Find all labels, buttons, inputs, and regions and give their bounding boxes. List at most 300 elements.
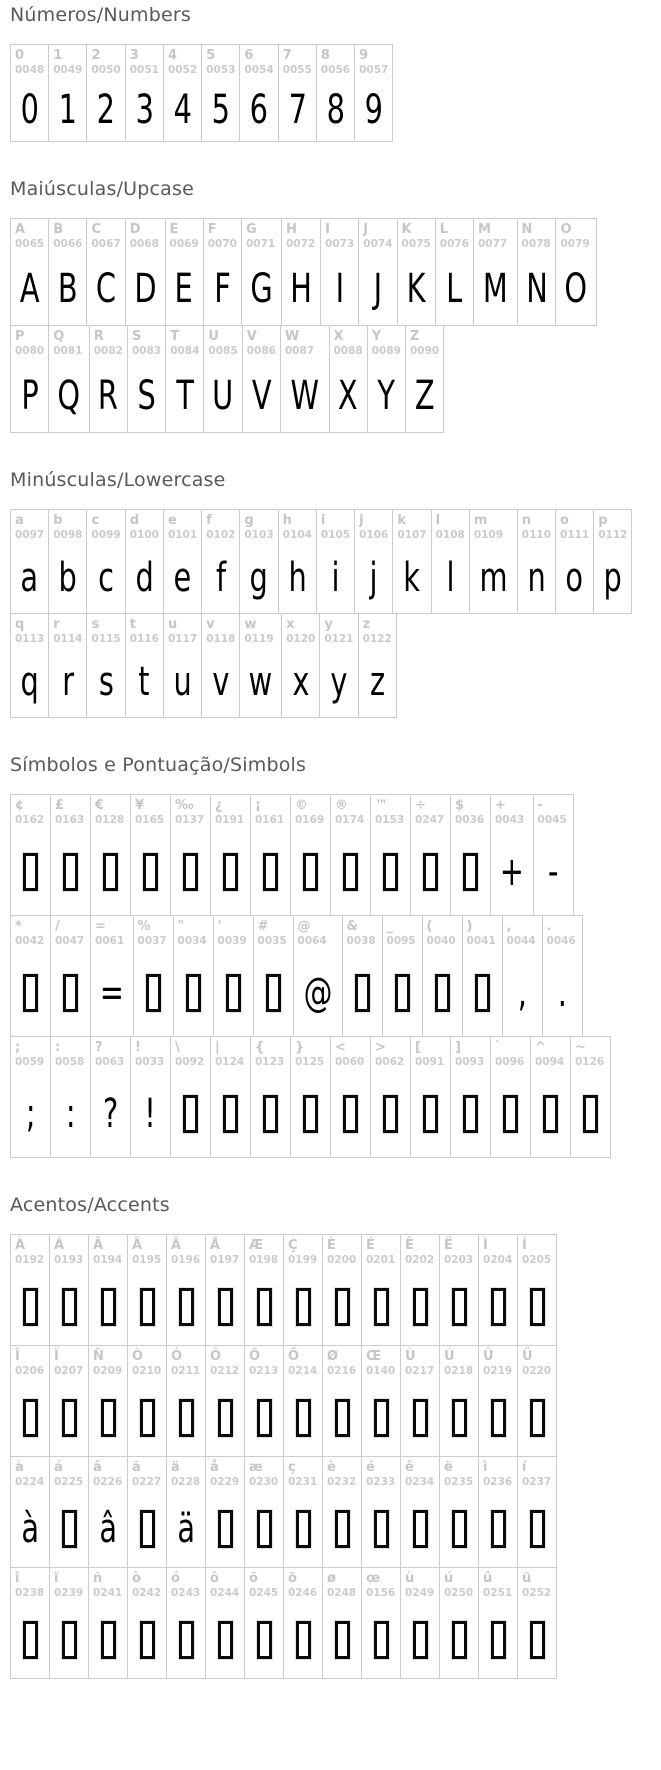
glyph-preview-area — [415, 826, 446, 909]
reference-char-label: & — [346, 919, 358, 934]
glyph-preview-area — [285, 357, 325, 426]
glyph-preview-area — [372, 357, 401, 426]
reference-char-label: 2 — [91, 48, 101, 63]
unicode-code-label: 0116 — [129, 632, 159, 645]
glyph-cell — [165, 218, 204, 326]
unicode-code-label: 0034 — [177, 934, 207, 947]
glyph-cell-header — [135, 1040, 166, 1068]
unicode-code-label: 0219 — [483, 1364, 513, 1377]
glyph-preview: s — [98, 659, 114, 706]
unicode-code-label: 0114 — [53, 632, 83, 645]
glyph-cell — [405, 325, 444, 433]
glyph-cell — [278, 44, 317, 142]
unicode-code-label: 0236 — [483, 1475, 513, 1488]
glyph-cell-header — [210, 1571, 240, 1599]
glyph-cell-header — [387, 919, 418, 947]
glyph-preview-area — [208, 357, 237, 426]
glyph-preview-area — [15, 1599, 45, 1672]
unicode-code-label: 0204 — [483, 1253, 513, 1266]
reference-char-label: û — [483, 1571, 493, 1586]
notdef-glyph-box — [257, 1399, 272, 1437]
glyph-cell — [400, 1345, 440, 1457]
glyph-cell-header — [483, 1349, 513, 1377]
reference-char-label: ç — [288, 1460, 296, 1475]
glyph-cell — [439, 1234, 479, 1346]
glyph-preview-area — [598, 541, 627, 607]
glyph-preview-area — [283, 541, 312, 607]
unicode-code-label: 0099 — [91, 528, 121, 541]
unicode-code-label: 0247 — [415, 813, 445, 826]
glyph-cell-header — [132, 1460, 162, 1488]
reference-char-label: ' — [217, 919, 222, 934]
unicode-code-label: 0250 — [444, 1586, 474, 1599]
glyph-preview-area — [366, 1377, 396, 1450]
unicode-code-label: 0078 — [521, 237, 551, 250]
glyph-preview-area — [483, 1599, 513, 1672]
reference-char-label: ô — [210, 1571, 219, 1586]
glyph-cell-header — [347, 919, 378, 947]
glyph-preview: G — [250, 265, 273, 312]
glyph-preview-area — [206, 645, 235, 711]
glyph-cell-header — [54, 1571, 84, 1599]
glyph-cell — [361, 1567, 401, 1679]
glyph-cell — [133, 915, 174, 1037]
notdef-glyph-box — [223, 1095, 238, 1133]
glyph-preview: T — [175, 372, 194, 419]
glyph-cell — [130, 1036, 171, 1158]
unicode-code-label: 0052 — [167, 63, 198, 76]
glyph-preview-area — [397, 541, 426, 607]
glyph-cell — [10, 218, 49, 326]
reference-char-label: Ë — [444, 1238, 453, 1253]
glyph-cell — [244, 1234, 284, 1346]
reference-char-label: N — [521, 222, 533, 237]
reference-char-label: ¢ — [15, 798, 25, 813]
glyph-cell-header — [178, 919, 209, 947]
glyph-cell — [462, 915, 503, 1037]
unicode-code-label: 0040 — [426, 934, 456, 947]
reference-char-label: F — [207, 222, 217, 237]
unicode-code-label: 0073 — [325, 237, 355, 250]
glyph-cell — [88, 1456, 128, 1568]
unicode-code-label: 0251 — [483, 1586, 513, 1599]
reference-char-label: X — [333, 329, 344, 344]
glyph-cell — [10, 915, 51, 1037]
reference-char-label: f — [206, 513, 212, 528]
glyph-cell-header — [138, 919, 169, 947]
glyph-cell-header — [55, 919, 86, 947]
section-title: Números/Numbers — [10, 4, 191, 26]
glyph-preview: u — [173, 659, 192, 706]
reference-char-label: Å — [210, 1238, 221, 1253]
glyph-cell-header — [15, 222, 44, 250]
glyph-preview-area — [249, 1599, 279, 1672]
glyph-cell — [342, 915, 383, 1037]
reference-char-label: 9 — [359, 48, 369, 63]
glyph-preview-area — [359, 76, 388, 135]
glyph-cell — [242, 325, 281, 433]
glyph-preview-area — [130, 645, 159, 711]
unicode-code-label: 0105 — [320, 528, 351, 541]
unicode-code-label: 0203 — [444, 1253, 474, 1266]
glyph-preview-area — [91, 541, 120, 607]
notdef-glyph-box — [491, 1621, 506, 1659]
glyph-preview-area — [171, 1488, 201, 1561]
unicode-code-label: 0220 — [522, 1364, 552, 1377]
reference-char-label: O — [560, 222, 572, 237]
reference-char-label: ¥ — [135, 798, 145, 813]
glyph-preview-area — [288, 1266, 318, 1339]
unicode-code-label: 0043 — [495, 813, 525, 826]
glyph-cell-header — [436, 513, 465, 541]
glyph-cell — [431, 509, 470, 614]
glyph-cell-header — [327, 1238, 357, 1266]
glyph-preview-area — [247, 357, 276, 426]
glyph-cell — [439, 1456, 479, 1568]
unicode-code-label: 0217 — [405, 1364, 435, 1377]
glyph-preview-area — [249, 1266, 279, 1339]
notdef-glyph-box — [463, 853, 478, 891]
glyph-cell — [125, 509, 164, 614]
glyph-preview-area — [215, 1068, 246, 1151]
notdef-glyph-box — [263, 853, 278, 891]
notdef-glyph-box — [23, 853, 38, 891]
glyph-cell — [422, 915, 463, 1037]
glyph-preview-area — [15, 541, 44, 607]
glyph-cell-header — [218, 919, 249, 947]
glyph-cell-header — [286, 617, 315, 645]
glyph-preview-area — [363, 645, 392, 711]
reference-char-label: a — [15, 513, 24, 528]
glyph-cell-header — [170, 222, 199, 250]
glyph-preview-area — [405, 1599, 435, 1672]
glyph-preview-area — [138, 947, 169, 1030]
unicode-code-label: 0088 — [333, 344, 363, 357]
glyph-cell — [239, 509, 278, 614]
reference-char-label: I — [325, 222, 330, 237]
glyph-preview-area — [210, 1266, 240, 1339]
glyph-cell-header — [405, 1460, 435, 1488]
unicode-code-label: 0049 — [53, 63, 83, 76]
glyph-cell-header — [535, 1040, 566, 1068]
glyph-preview-area — [15, 1266, 45, 1339]
font-section — [10, 469, 651, 718]
reference-char-label: Ê — [405, 1238, 414, 1253]
glyph-cell-header — [334, 329, 363, 357]
glyph-cell — [400, 1234, 440, 1346]
notdef-glyph-box — [266, 974, 281, 1012]
unicode-code-label: 0060 — [335, 1055, 365, 1068]
reference-char-label: w — [244, 617, 257, 632]
unicode-code-label: 0126 — [575, 1055, 605, 1068]
glyph-preview: - — [547, 848, 559, 895]
reference-char-label: ¿ — [215, 798, 223, 813]
notdef-glyph-box — [101, 1621, 116, 1659]
glyph-preview: J — [373, 265, 383, 312]
section-title: Acentos/Accents — [10, 1194, 170, 1216]
unicode-code-label: 0106 — [359, 528, 389, 541]
glyph-cell — [290, 794, 331, 916]
unicode-code-label: 0039 — [217, 934, 247, 947]
glyph-cell-header — [405, 1349, 435, 1377]
unicode-code-label: 0111 — [560, 528, 590, 541]
unicode-code-label: 0245 — [249, 1586, 279, 1599]
reference-char-label: z — [362, 617, 371, 632]
notdef-glyph-box — [395, 974, 410, 1012]
reference-char-label: Ø — [327, 1349, 339, 1364]
reference-char-label: å — [210, 1460, 219, 1475]
glyph-preview: 8 — [326, 86, 345, 133]
glyph-cell — [48, 613, 87, 718]
glyph-preview-area — [366, 1488, 396, 1561]
unicode-code-label: 0045 — [537, 813, 567, 826]
glyph-preview-area — [135, 826, 166, 909]
glyph-cell-header — [522, 1238, 552, 1266]
glyph-cell-header — [522, 513, 551, 541]
glyph-preview: P — [20, 372, 39, 419]
reference-char-label: g — [244, 513, 254, 528]
glyph-cell-header — [321, 513, 350, 541]
glyph-cell — [278, 509, 317, 614]
reference-char-label: É — [366, 1238, 375, 1253]
glyph-cell-header — [415, 1040, 446, 1068]
reference-char-label: Æ — [249, 1238, 264, 1253]
glyph-preview-area — [53, 645, 82, 711]
glyph-cell — [170, 1036, 211, 1158]
glyph-preview-area — [171, 1599, 201, 1672]
glyph-preview: f — [215, 555, 226, 602]
glyph-cell — [49, 1567, 89, 1679]
section-title: Minúsculas/Lowercase — [10, 469, 226, 491]
glyph-cell-header — [478, 222, 513, 250]
glyph-preview: @ — [303, 969, 332, 1016]
glyph-preview: X — [338, 372, 358, 419]
notdef-glyph-box — [183, 853, 198, 891]
glyph-preview: a — [20, 555, 39, 602]
glyph-preview-area — [321, 76, 350, 135]
font-section — [10, 178, 651, 433]
glyph-preview: U — [212, 372, 234, 419]
reference-char-label: â — [93, 1460, 102, 1475]
glyph-cell — [239, 613, 282, 718]
glyph-cell — [239, 44, 278, 142]
glyph-cell-header — [168, 617, 197, 645]
unicode-code-label: 0094 — [535, 1055, 565, 1068]
glyph-cell-header — [397, 513, 426, 541]
reference-char-label: ) — [466, 919, 473, 934]
unicode-code-label: 0207 — [54, 1364, 84, 1377]
glyph-cell-header — [288, 1571, 318, 1599]
glyph-cell — [322, 1345, 362, 1457]
unicode-code-label: 0112 — [598, 528, 628, 541]
reference-char-label: é — [366, 1460, 375, 1475]
notdef-glyph-box — [530, 1621, 545, 1659]
unicode-code-label: 0067 — [91, 237, 121, 250]
glyph-cell-header — [171, 1571, 201, 1599]
unicode-code-label: 0113 — [15, 632, 45, 645]
reference-char-label: Ç — [288, 1238, 298, 1253]
notdef-glyph-box — [530, 1288, 545, 1326]
glyph-preview-area — [53, 357, 84, 426]
glyph-cell-header — [325, 222, 354, 250]
unicode-code-label: 0065 — [15, 237, 45, 250]
notdef-glyph-box — [413, 1621, 428, 1659]
unicode-code-label: 0227 — [132, 1475, 162, 1488]
glyph-cell-header — [547, 919, 578, 947]
unicode-code-label: 0101 — [167, 528, 198, 541]
glyph-cell — [283, 1456, 323, 1568]
glyph-cell-header — [244, 513, 273, 541]
glyph-cell-header — [440, 222, 469, 250]
glyph-cell-header — [410, 329, 439, 357]
reference-char-label: b — [53, 513, 63, 528]
glyph-cell — [361, 1234, 401, 1346]
notdef-glyph-box — [140, 1621, 155, 1659]
glyph-cell-header — [206, 513, 235, 541]
unicode-code-label: 0092 — [175, 1055, 205, 1068]
unicode-code-label: 0081 — [53, 344, 83, 357]
unicode-code-label: 0244 — [210, 1586, 240, 1599]
reference-char-label: + — [495, 798, 506, 813]
glyph-cell — [316, 509, 355, 614]
glyph-cell — [10, 1234, 50, 1346]
glyph-cell-header — [455, 798, 486, 826]
reference-char-label: R — [93, 329, 104, 344]
glyph-preview: 1 — [58, 86, 78, 133]
glyph-cell — [316, 44, 355, 142]
reference-char-label: Û — [483, 1349, 494, 1364]
reference-char-label: G — [245, 222, 257, 237]
unicode-code-label: 0066 — [53, 237, 83, 250]
glyph-preview: t — [138, 659, 150, 706]
glyph-preview-area — [168, 541, 197, 607]
glyph-preview: R — [98, 372, 119, 419]
glyph-preview-area — [171, 1377, 201, 1450]
glyph-preview-area — [168, 76, 197, 135]
glyph-preview: r — [61, 659, 74, 706]
glyph-preview: L — [446, 265, 463, 312]
reference-char-label: ã — [132, 1460, 141, 1475]
notdef-glyph-box — [475, 974, 490, 1012]
reference-char-label: ? — [95, 1040, 103, 1055]
glyph-preview-area — [132, 1488, 162, 1561]
reference-char-label: } — [295, 1040, 305, 1055]
unicode-code-label: 0192 — [15, 1253, 45, 1266]
reference-char-label: C — [91, 222, 102, 237]
glyph-preview-area — [535, 1068, 566, 1151]
reference-char-label: W — [284, 329, 300, 344]
glyph-cell — [127, 1345, 167, 1457]
glyph-preview-area — [415, 1068, 446, 1151]
reference-char-label: È — [327, 1238, 336, 1253]
glyph-cell-header — [366, 1571, 396, 1599]
glyph-cell — [533, 794, 574, 916]
glyph-cell-header — [249, 1571, 279, 1599]
notdef-glyph-box — [335, 1288, 350, 1326]
unicode-code-label: 0206 — [15, 1364, 45, 1377]
glyph-cell-header — [54, 1349, 84, 1377]
reference-char-label: T — [170, 329, 180, 344]
glyph-cell-header — [15, 798, 46, 826]
reference-char-label: = — [95, 919, 106, 934]
glyph-cell-header — [286, 222, 316, 250]
unicode-code-label: 0084 — [170, 344, 200, 357]
glyph-cell-header — [405, 1238, 435, 1266]
unicode-code-label: 0035 — [257, 934, 287, 947]
glyph-cell-header — [283, 48, 312, 76]
glyph-preview-area — [170, 357, 199, 426]
unicode-code-label: 0077 — [478, 237, 508, 250]
unicode-code-label: 0057 — [359, 63, 389, 76]
glyph-cell-header — [467, 919, 498, 947]
glyph-preview-area — [54, 1377, 84, 1450]
glyph-preview-area — [15, 1068, 46, 1151]
glyph-cell — [125, 44, 164, 142]
glyph-preview: E — [175, 265, 194, 312]
glyph-preview-area — [522, 1488, 552, 1561]
reference-char-label: À — [15, 1238, 26, 1253]
glyph-preview-area — [210, 1488, 240, 1561]
glyph-preview-area — [538, 826, 569, 909]
glyph-cell-header — [246, 222, 277, 250]
unicode-code-label: 0246 — [288, 1586, 318, 1599]
glyph-cell-header — [215, 798, 246, 826]
reference-char-label: ú — [444, 1571, 454, 1586]
unicode-code-label: 0087 — [284, 344, 315, 357]
notdef-glyph-box — [103, 853, 118, 891]
notdef-glyph-box — [143, 853, 158, 891]
glyph-preview-area — [132, 1599, 162, 1672]
unicode-code-label: 0191 — [215, 813, 245, 826]
glyph-preview-area — [405, 1377, 435, 1450]
glyph-preview-area — [327, 1599, 357, 1672]
reference-char-label: S — [131, 329, 142, 344]
glyph-preview: 2 — [96, 86, 116, 133]
glyph-cell — [517, 218, 557, 326]
unicode-code-label: 0125 — [295, 1055, 325, 1068]
reference-char-label: ] — [455, 1040, 461, 1055]
glyph-cell — [127, 1456, 167, 1568]
unicode-code-label: 0243 — [171, 1586, 201, 1599]
unicode-code-label: 0048 — [15, 63, 45, 76]
reference-char-label: E — [169, 222, 179, 237]
unicode-code-label: 0098 — [53, 528, 83, 541]
notdef-glyph-box — [413, 1399, 428, 1437]
glyph-row — [10, 613, 396, 718]
glyph-preview-area — [327, 1266, 357, 1339]
notdef-glyph-box — [218, 1288, 233, 1326]
unicode-code-label: 0042 — [15, 934, 45, 947]
unicode-code-label: 0061 — [95, 934, 125, 947]
glyph-preview-area — [15, 645, 44, 711]
glyph-cell — [241, 218, 282, 326]
glyph-cell-header — [15, 329, 44, 357]
glyph-preview-area — [218, 947, 249, 1030]
glyph-preview: H — [290, 265, 312, 312]
reference-char-label: K — [401, 222, 412, 237]
glyph-preview: Z — [414, 372, 435, 419]
glyph-row — [10, 509, 631, 614]
glyph-cell — [370, 1036, 411, 1158]
unicode-code-label: 0103 — [244, 528, 274, 541]
glyph-cell-header — [93, 1460, 123, 1488]
notdef-glyph-box — [335, 1399, 350, 1437]
reference-char-label: ó — [171, 1571, 180, 1586]
glyph-preview: x — [292, 659, 310, 706]
unicode-code-label: 0218 — [444, 1364, 474, 1377]
glyph-preview-area — [171, 1266, 201, 1339]
glyph-preview-area — [249, 1377, 279, 1450]
